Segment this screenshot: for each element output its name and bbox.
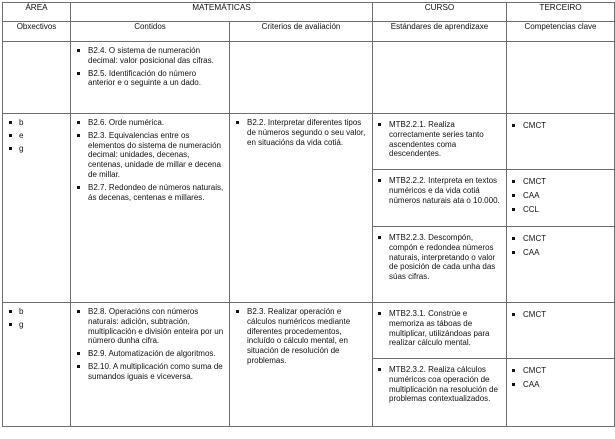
standards-cell (373, 42, 507, 114)
subheader-row (3, 22, 615, 42)
content-item: B2.3. Equivalencias entre os elementos do sistema de numeración decimal: unidades, decenas, centenas, unidade de millar e decena de millar. (75, 131, 225, 180)
standards-cell (373, 359, 507, 427)
standard-item: MTB2.2.1. Realiza correctamente series tanto ascendentes coma descendentes. (376, 120, 502, 159)
content-item: B2.9. Automatización de algoritmos. (75, 349, 225, 359)
competencies-cell (507, 303, 615, 359)
contents-cell (71, 42, 230, 114)
standards-cell (373, 114, 507, 170)
table-row (3, 303, 615, 359)
criterion-item: B2.3. Realizar operación e cálculos numéricos mediante diferentes procedementos, incluído o cálculo mental, en situación de resolución de problemas. (234, 307, 368, 366)
criteria-cell (230, 303, 373, 427)
course-header: CURSO (373, 3, 507, 22)
standards-header: Estándares de aprendizaxe (373, 22, 507, 42)
standard-item: MTB2.2.3. Descompón, compón e redondea números naturais, interpretando o valor de posición de cada unha das súas cifras. (376, 233, 502, 282)
contents-cell (71, 114, 230, 303)
competencies-cell (507, 227, 615, 303)
content-item: B2.4. O sistema de numeración decimal: valor posicional das cifras. (75, 46, 225, 66)
table-row (3, 114, 615, 170)
standard-item: MTB2.3.2. Realiza cálculos numéricos coa operación de multiplicación na resolución de problemas contextualizados. (376, 365, 502, 404)
standards-cell (373, 227, 507, 303)
competency-item: CMCT (510, 366, 610, 376)
objectives-header: Obxectivos (3, 22, 71, 42)
objectives-cell (3, 303, 71, 427)
curriculum-table (2, 2, 615, 427)
header-row (3, 3, 615, 22)
area-header: ÁREA (3, 3, 71, 22)
competency-item: CAA (510, 380, 610, 390)
content-item: B2.8. Operacións con números naturais: adición, subtración, multiplicación e división enteira por un número dunha cifra. (75, 307, 225, 346)
objective-item: b (7, 118, 66, 128)
objective-item: b (7, 307, 66, 317)
criteria-cell (230, 42, 373, 114)
contents-cell (71, 303, 230, 427)
objective-item: g (7, 144, 66, 154)
standards-cell (373, 303, 507, 359)
competencies-cell (507, 114, 615, 170)
standards-cell (373, 170, 507, 227)
objectives-cell (3, 42, 71, 114)
course-value-header: TERCEIRO (507, 3, 615, 22)
objective-item: g (7, 320, 66, 330)
content-item: B2.7. Redondeo de números naturais, ás decenas, centenas e millares. (75, 183, 225, 203)
competency-item: CMCT (510, 177, 610, 187)
competencies-cell (507, 359, 615, 427)
competencies-header: Competencias clave (507, 22, 615, 42)
competency-item: CAA (510, 248, 610, 258)
standard-item: MTB2.3.1. Constrúe e memoriza as táboas de multiplicar, utilizándoas para realizar cálculo mental. (376, 309, 502, 348)
criteria-cell (230, 114, 373, 303)
competency-item: CCL (510, 205, 610, 215)
standard-item: MTB2.2.2. Interpreta en textos numéricos e da vida cotiá números naturais ata o 10.000. (376, 176, 502, 205)
content-item: B2.10. A multiplicación como suma de sumandos iguais e viceversa. (75, 362, 225, 382)
objectives-cell (3, 114, 71, 303)
criterion-item: B2.2. Interpretar diferentes tipos de números segundo o seu valor, en situacións da vida cotiá. (234, 118, 368, 147)
subject-header: MATEMÁTICAS (71, 3, 373, 22)
competency-item: CMCT (510, 310, 610, 320)
competency-item: CAA (510, 191, 610, 201)
competencies-cell (507, 170, 615, 227)
content-item: B2.5. Identificación do número anterior e o seguinte a un dado. (75, 69, 225, 89)
contents-header: Contidos (71, 22, 230, 42)
objective-item: e (7, 131, 66, 141)
competency-item: CMCT (510, 121, 610, 131)
table-row (3, 42, 615, 114)
competency-item: CMCT (510, 234, 610, 244)
competencies-cell (507, 42, 615, 114)
criteria-header: Criterios de avaliación (230, 22, 373, 42)
content-item: B2.6. Orde numérica. (75, 118, 225, 128)
